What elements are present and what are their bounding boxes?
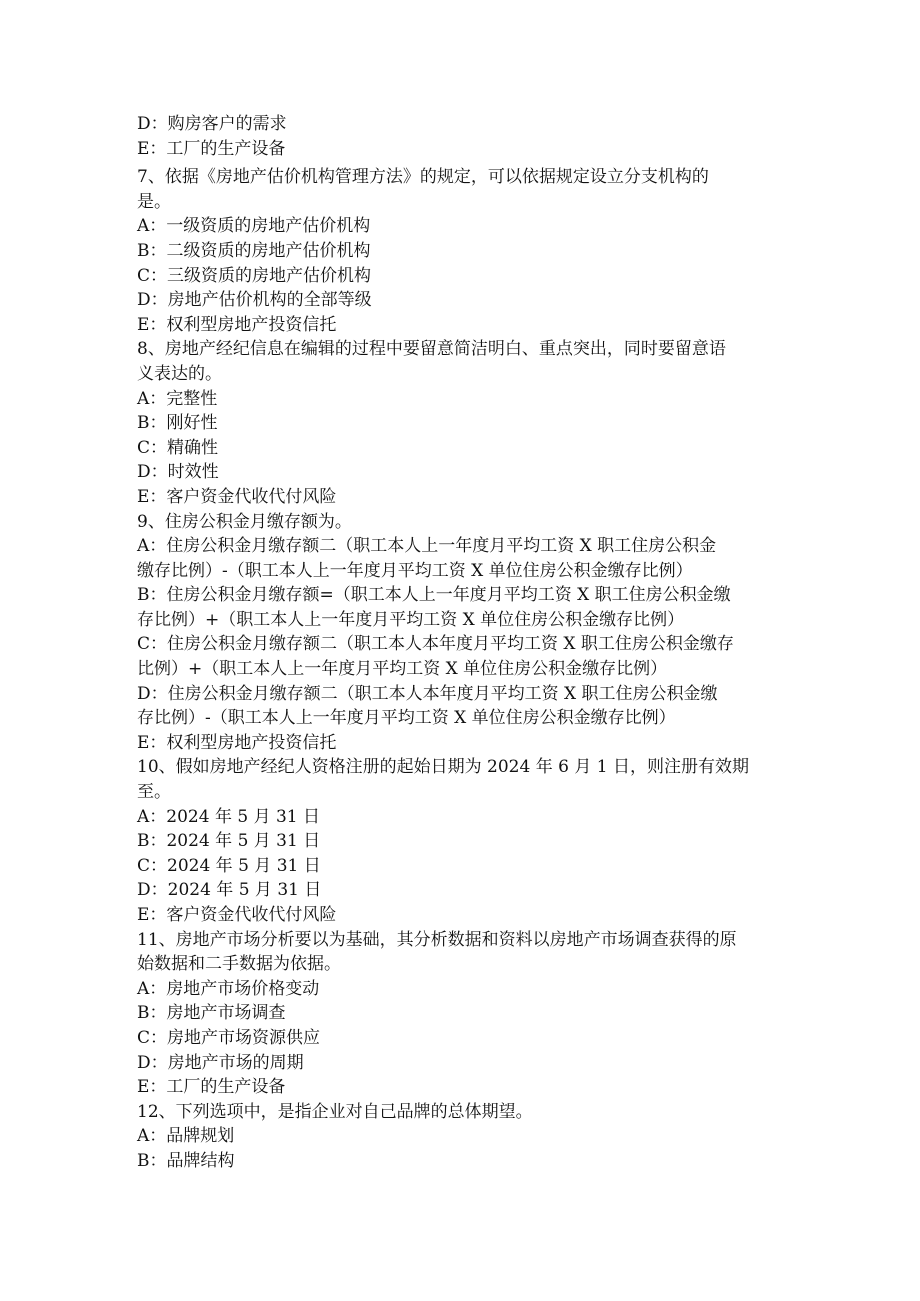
document-page <box>137 112 792 1174</box>
option-line: E：客户资金代收代付风险 <box>137 486 337 507</box>
option-line: A：房地产市场价格变动 <box>137 978 320 999</box>
option-line: A：一级资质的房地产估价机构 <box>137 216 371 237</box>
option-line: A：2024 年 5 月 31 日 <box>137 806 321 827</box>
option-line: D：购房客户的需求 <box>137 114 287 134</box>
question-line: 12、下列选项中，是指企业对自己品牌的总体期望。 <box>137 1101 533 1122</box>
question-line: 11、房地产市场分析要以为基础，其分析数据和资料以房地产市场调查获得的原 <box>137 929 737 950</box>
option-line: 存比例）-（职工本人上一年度月平均工资 X 单位住房公积金缴存比例） <box>137 708 676 729</box>
option-line: B：二级资质的房地产估价机构 <box>137 240 371 261</box>
option-line: E：权利型房地产投资信托 <box>137 314 337 335</box>
option-line: 存比例）+（职工本人上一年度月平均工资 X 单位住房公积金缴存比例） <box>137 609 685 630</box>
option-line: B：住房公积金月缴存额=（职工本人上一年度月平均工资 X 职工住房公积金缴 <box>137 585 731 606</box>
option-line: 比例）+（职工本人上一年度月平均工资 X 单位住房公积金缴存比例） <box>137 659 668 680</box>
option-line: C：三级资质的房地产估价机构 <box>137 265 372 286</box>
option-line: B：刚好性 <box>137 413 218 434</box>
option-line: C：住房公积金月缴存额二（职工本人本年度月平均工资 X 职工住房公积金缴存 <box>137 634 734 655</box>
option-line: E：客户资金代收代付风险 <box>137 905 337 925</box>
question-line: 7、依据《房地产估价机构管理方法》的规定，可以依据规定设立分支机构的 <box>137 167 709 188</box>
option-line: C：房地产市场资源供应 <box>137 1027 321 1048</box>
option-line: B：2024 年 5 月 31 日 <box>137 831 321 852</box>
option-line: D：房地产估价机构的全部等级 <box>137 290 372 311</box>
question-line: 是。 <box>137 191 171 212</box>
question-line: 义表达的。 <box>137 363 222 384</box>
option-line: A：品牌规划 <box>137 1126 235 1147</box>
option-line: B：品牌结构 <box>137 1150 235 1171</box>
option-line: B：房地产市场调查 <box>137 1003 286 1024</box>
option-line: A：完整性 <box>137 388 218 409</box>
question-line: 9、住房公积金月缴存额为。 <box>137 511 352 532</box>
option-line: D：住房公积金月缴存额二（职工本人本年度月平均工资 X 职工住房公积金缴 <box>137 683 718 704</box>
question-line: 至。 <box>137 782 171 803</box>
option-line: E：工厂的生产设备 <box>137 1077 286 1098</box>
question-line: 10、假如房地产经纪人资格注册的起始日期为 2024 年 6 月 1 日，则注册有效期 <box>137 757 749 778</box>
option-line: E：权利型房地产投资信托 <box>137 732 337 753</box>
option-line: C：精确性 <box>137 437 219 458</box>
option-line: C：2024 年 5 月 31 日 <box>137 855 321 876</box>
option-line: 缴存比例）-（职工本人上一年度月平均工资 X 单位住房公积金缴存比例） <box>137 560 693 581</box>
question-line: 8、房地产经纪信息在编辑的过程中要留意简洁明白、重点突出，同时要留意语 <box>137 339 726 360</box>
option-line: A：住房公积金月缴存额二（职工本人上一年度月平均工资 X 职工住房公积金 <box>137 536 717 557</box>
option-line: D：2024 年 5 月 31 日 <box>137 880 322 901</box>
option-line: E：工厂的生产设备 <box>137 138 286 159</box>
option-line: D：时效性 <box>137 462 219 483</box>
question-line: 始数据和二手数据为依据。 <box>137 954 341 975</box>
option-line: D：房地产市场的周期 <box>137 1052 304 1073</box>
